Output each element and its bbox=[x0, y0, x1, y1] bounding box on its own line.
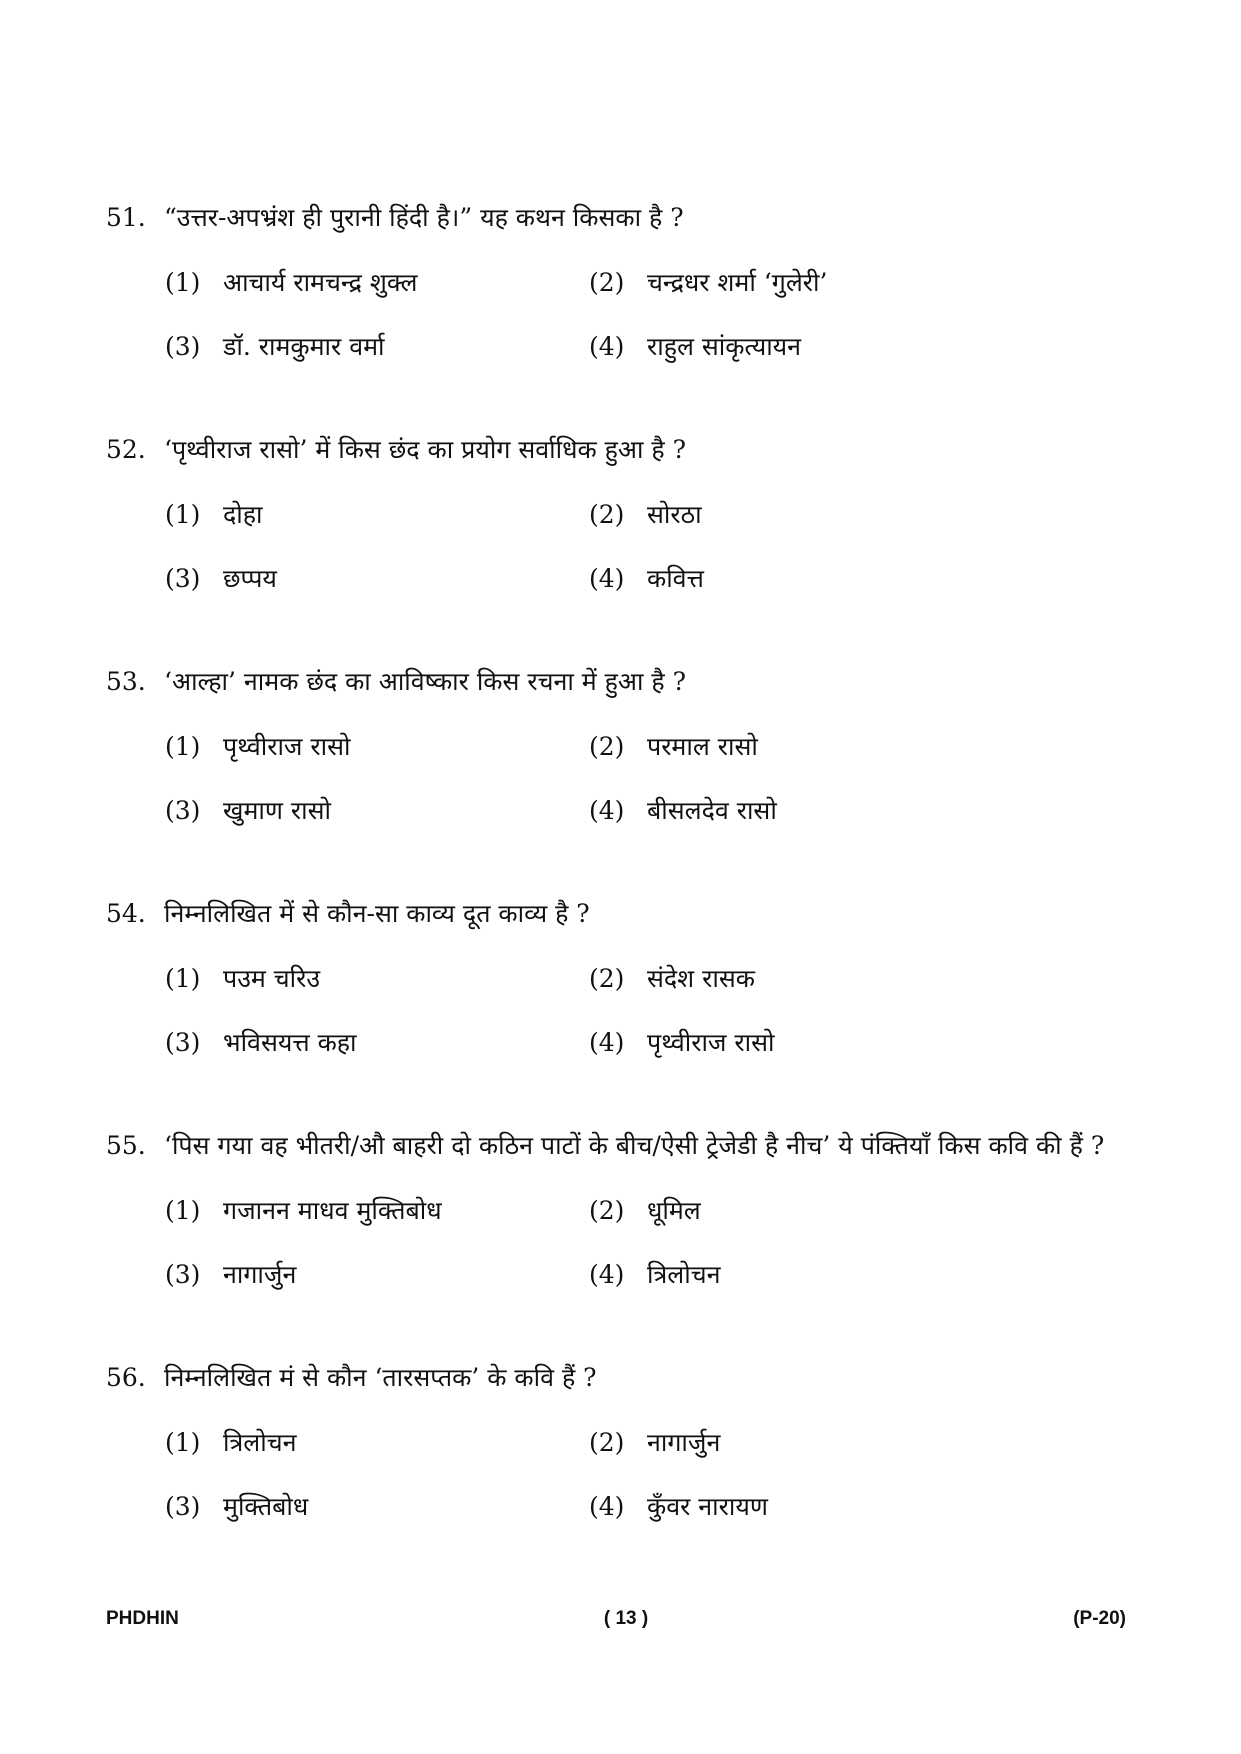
option-text: पृथ्वीराज रासो bbox=[647, 1028, 775, 1057]
option-3 bbox=[165, 324, 589, 370]
option-number: (4) bbox=[589, 1028, 625, 1057]
option-4 bbox=[589, 788, 989, 834]
option-number: (4) bbox=[589, 1260, 625, 1289]
option-number: (1) bbox=[165, 732, 201, 761]
question-53 bbox=[106, 650, 1146, 834]
option-1 bbox=[165, 1188, 589, 1234]
question-54 bbox=[106, 882, 1146, 1066]
question-52 bbox=[106, 418, 1146, 602]
option-text: भविसयत्त कहा bbox=[223, 1028, 357, 1057]
option-text: पृथ्वीराज रासो bbox=[223, 732, 351, 761]
option-3 bbox=[165, 1020, 589, 1066]
option-text: गजानन माधव मुक्तिबोध bbox=[223, 1196, 442, 1225]
paper-set: (P-20) bbox=[1073, 1608, 1126, 1629]
option-text: कुँवर नारायण bbox=[647, 1492, 768, 1521]
question-text: ‘आल्हा’ नामक छंद का आविष्कार किस रचना में हुआ है ? bbox=[164, 667, 687, 696]
option-number: (2) bbox=[589, 1196, 625, 1225]
question-number: 54. bbox=[106, 899, 146, 928]
option-grid bbox=[165, 1188, 1146, 1298]
option-number: (2) bbox=[589, 964, 625, 993]
option-grid bbox=[165, 492, 1146, 602]
option-1 bbox=[165, 1420, 589, 1466]
question-number: 53. bbox=[106, 667, 146, 696]
page-number: ( 13 ) bbox=[603, 1608, 649, 1629]
option-number: (2) bbox=[589, 268, 625, 297]
option-number: (1) bbox=[165, 500, 201, 529]
option-4 bbox=[589, 1484, 989, 1530]
question-text: निम्नलिखित में से कौन-सा काव्य दूत काव्य है ? bbox=[164, 899, 590, 928]
question-55 bbox=[106, 1114, 1146, 1298]
option-text: नागार्जुन bbox=[647, 1428, 721, 1457]
option-text: परमाल रासो bbox=[647, 732, 758, 761]
option-number: (3) bbox=[165, 332, 201, 361]
question-number: 52. bbox=[106, 435, 146, 464]
option-2 bbox=[589, 1420, 989, 1466]
option-text: कवित्त bbox=[647, 564, 704, 593]
option-text: संदेश रासक bbox=[647, 964, 755, 993]
option-2 bbox=[589, 956, 989, 1002]
option-number: (3) bbox=[165, 1260, 201, 1289]
question-stem bbox=[106, 1114, 1146, 1178]
question-text: ‘पृथ्वीराज रासो’ में किस छंद का प्रयोग सर्वाधिक हुआ है ? bbox=[164, 435, 687, 464]
option-1 bbox=[165, 956, 589, 1002]
option-3 bbox=[165, 1484, 589, 1530]
option-grid bbox=[165, 260, 1146, 370]
option-text: दोहा bbox=[223, 500, 263, 529]
question-stem bbox=[106, 186, 1146, 250]
question-stem bbox=[106, 418, 1146, 482]
question-text: निम्नलिखित मं से कौन ‘तारसप्तक’ के कवि हैं ? bbox=[164, 1363, 597, 1392]
question-56 bbox=[106, 1346, 1146, 1530]
question-stem bbox=[106, 882, 1146, 946]
option-text: बीसलदेव रासो bbox=[647, 796, 777, 825]
option-number: (3) bbox=[165, 564, 201, 593]
option-text: खुमाण रासो bbox=[223, 796, 331, 825]
option-2 bbox=[589, 1188, 989, 1234]
option-number: (2) bbox=[589, 500, 625, 529]
option-3 bbox=[165, 788, 589, 834]
option-3 bbox=[165, 1252, 589, 1298]
question-list bbox=[106, 186, 1146, 1578]
option-text: राहुल सांकृत्यायन bbox=[647, 332, 802, 361]
option-1 bbox=[165, 492, 589, 538]
option-1 bbox=[165, 724, 589, 770]
option-number: (1) bbox=[165, 268, 201, 297]
question-number: 55. bbox=[106, 1131, 146, 1160]
option-text: मुक्तिबोध bbox=[223, 1492, 309, 1521]
option-text: त्रिलोचन bbox=[647, 1260, 721, 1289]
option-number: (2) bbox=[589, 1428, 625, 1457]
paper-code: PHDHIN bbox=[106, 1608, 179, 1629]
option-number: (1) bbox=[165, 964, 201, 993]
option-text: त्रिलोचन bbox=[223, 1428, 297, 1457]
option-grid bbox=[165, 1420, 1146, 1530]
option-2 bbox=[589, 724, 989, 770]
page-footer bbox=[106, 1608, 1126, 1630]
option-text: छप्पय bbox=[223, 564, 277, 593]
question-number: 51. bbox=[106, 203, 146, 232]
option-number: (4) bbox=[589, 332, 625, 361]
option-text: डॉ. रामकुमार वर्मा bbox=[223, 332, 385, 361]
option-3 bbox=[165, 556, 589, 602]
option-4 bbox=[589, 1020, 989, 1066]
question-stem bbox=[106, 650, 1146, 714]
option-4 bbox=[589, 556, 989, 602]
option-text: धूमिल bbox=[647, 1196, 701, 1225]
option-1 bbox=[165, 260, 589, 306]
question-number: 56. bbox=[106, 1363, 146, 1392]
option-number: (4) bbox=[589, 1492, 625, 1521]
option-text: नागार्जुन bbox=[223, 1260, 297, 1289]
option-number: (1) bbox=[165, 1196, 201, 1225]
option-number: (3) bbox=[165, 796, 201, 825]
option-grid bbox=[165, 724, 1146, 834]
option-text: आचार्य रामचन्द्र शुक्ल bbox=[223, 268, 418, 297]
question-text: “उत्तर-अपभ्रंश ही पुरानी हिंदी है।” यह कथन किसका है ? bbox=[164, 203, 684, 232]
option-number: (3) bbox=[165, 1492, 201, 1521]
question-51 bbox=[106, 186, 1146, 370]
option-text: पउम चरिउ bbox=[223, 964, 321, 993]
option-4 bbox=[589, 1252, 989, 1298]
option-2 bbox=[589, 260, 989, 306]
option-text: सोरठा bbox=[647, 500, 702, 529]
option-text: चन्द्रधर शर्मा ‘गुलेरी’ bbox=[647, 268, 828, 297]
option-number: (3) bbox=[165, 1028, 201, 1057]
question-stem bbox=[106, 1346, 1146, 1410]
question-text: ‘पिस गया वह भीतरी/औ बाहरी दो कठिन पाटों के बीच/ऐसी ट्रेजेडी है नीच’ ये पंक्तियाँ किस कवि की हैं ? bbox=[164, 1131, 1105, 1160]
option-2 bbox=[589, 492, 989, 538]
option-number: (4) bbox=[589, 564, 625, 593]
option-number: (4) bbox=[589, 796, 625, 825]
option-grid bbox=[165, 956, 1146, 1066]
option-number: (2) bbox=[589, 732, 625, 761]
option-4 bbox=[589, 324, 989, 370]
option-number: (1) bbox=[165, 1428, 201, 1457]
